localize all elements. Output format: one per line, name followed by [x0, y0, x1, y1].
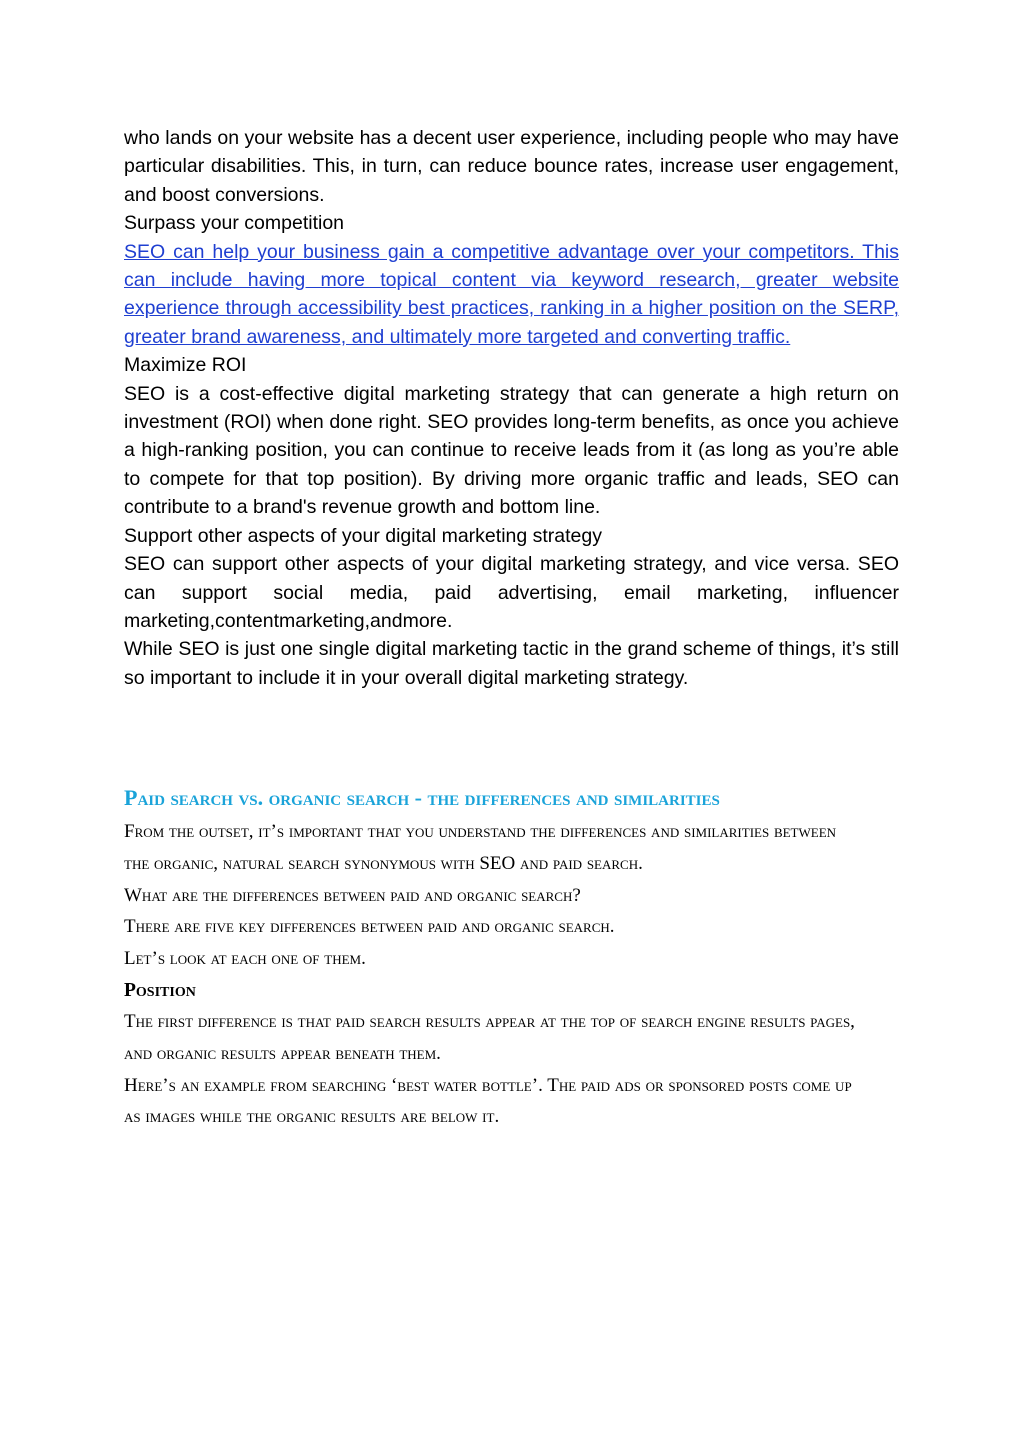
- intro-paragraph: From the outset, it’s important that you understand the differences and similarities between the organic, natural search synonymous with SEO and paid search.: [124, 821, 837, 874]
- paid-vs-organic-section: [124, 780, 864, 1133]
- closing-paragraph: While SEO is just one single digital marketing tactic in the grand scheme of things, it’s still so important to include it in your overall digital marketing strategy.: [124, 638, 899, 689]
- competition-paragraph: [124, 238, 899, 352]
- position-paragraph: The first difference is that paid search results appear at the top of search engine results pages, and organic results appear beneath them.: [124, 1010, 855, 1064]
- seo-benefits-section: [124, 124, 899, 692]
- support-paragraph: SEO can support other aspects of your digital marketing strategy, and vice versa. SEO can support social media, paid advertising, email marketing, influencer marketing,contentmarketing,andmore.: [124, 553, 899, 632]
- five-differences-text: There are five key differences between paid and organic search.: [124, 916, 615, 938]
- competition-link[interactable]: SEO can help your business gain a competitive advantage over your competitors. This can include having more topical content via keyword research, greater website experience through accessibility best practices, ranking in a higher position on the SERP, greater brand awareness, and ultimately more targeted and converting traffic.: [124, 240, 899, 348]
- maximize-roi-heading: Maximize ROI: [124, 354, 247, 377]
- ux-paragraph: who lands on your website has a decent user experience, including people who may have particular disabilities. This, in turn, can reduce bounce rates, increase user engagement, and boost conversions.: [124, 127, 899, 206]
- differences-question: What are the differences between paid and organic search?: [124, 884, 581, 906]
- section-title: Paid search vs. organic search - the differences and similarities: [124, 785, 720, 810]
- roi-paragraph: SEO is a cost-effective digital marketing strategy that can generate a high return on investment (ROI) when done right. SEO provides long-term benefits, as once you achieve a high-ranking position, you can continue to receive leads from it (as long as you’re able to compete for that top position). By driving more organic traffic and leads, SEO can contribute to a brand's revenue growth and bottom line.: [124, 382, 899, 519]
- example-paragraph: Here’s an example from searching ‘best water bottle’. The paid ads or sponsored posts come up as images while the organic results are below it.: [124, 1074, 852, 1128]
- position-heading: Position: [124, 979, 196, 1001]
- surpass-competition-heading: Surpass your competition: [124, 212, 345, 235]
- support-strategy-heading: Support other aspects of your digital marketing strategy: [124, 524, 602, 547]
- lets-look-text: Let’s look at each one of them.: [124, 948, 366, 970]
